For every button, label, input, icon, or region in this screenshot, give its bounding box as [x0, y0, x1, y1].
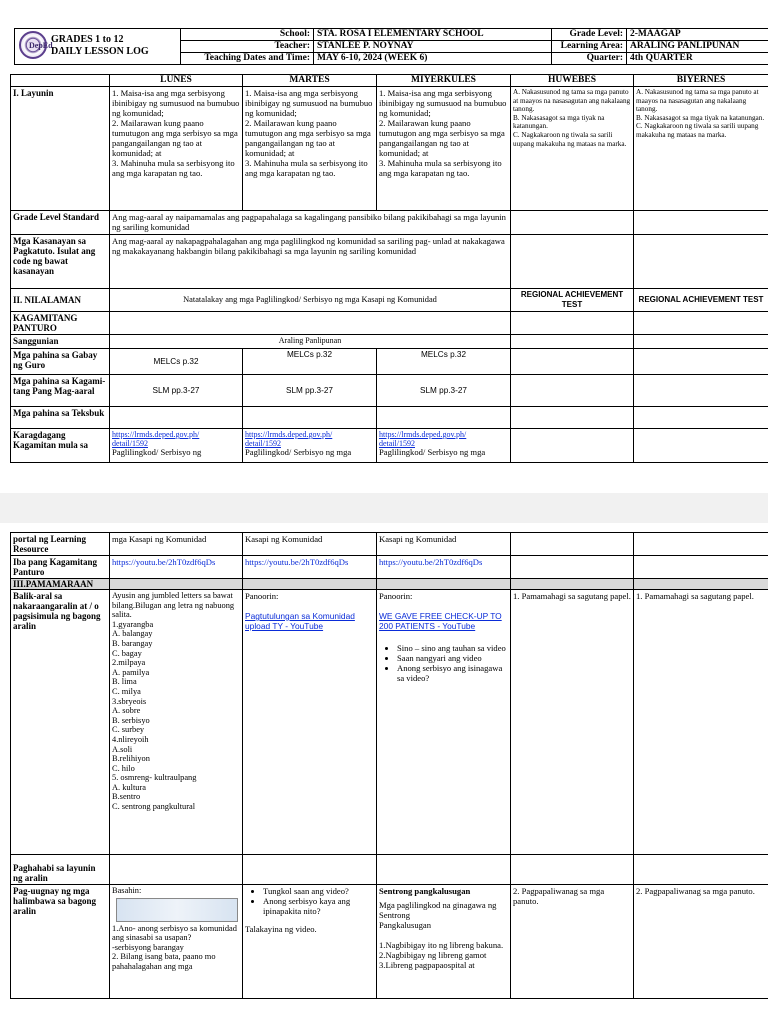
teksbuk-lunes	[110, 407, 243, 429]
portal-miyerkules: Kasapi ng Komunidad	[377, 533, 511, 556]
regional-huwebes: REGIONAL ACHIEVEMENT TEST	[511, 289, 634, 312]
dialogue-image	[116, 898, 238, 922]
layunin-miyerkules: 1. Maisa-isa ang mga serbisyong ibinibigay ng sumusuod na bumubuo ng komunidad; 2. Mailarawan kung paano tumutugon ang mga serbisyo sa mga pangangailangan ng tao at komunidad; at 3. Mahinuha mula sa serbisyong ito ang mga karapatan ng tao.	[377, 87, 511, 211]
teksbuk-miyerkules	[377, 407, 511, 429]
balik-martes	[243, 590, 377, 855]
gabay-biyernes	[634, 349, 768, 375]
paguugnay-huwebes: 2. Pagpapaliwanag sa mga panuto.	[511, 885, 634, 999]
youtube-miyerkules[interactable]: https://youtu.be/2hT0zdf6qDs	[377, 556, 511, 579]
page-gap	[0, 493, 768, 523]
balik-huwebes: 1. Pamamahagi sa sagutang papel.	[511, 590, 634, 855]
kagamitang-lunes: SLM pp.3-27	[110, 375, 243, 407]
balik-biyernes: 1. Pamamahagi sa sagutang papel.	[634, 590, 768, 855]
video-link-martes[interactable]: Pagtutulungan sa Komunidad upload TY - YouTube	[245, 611, 355, 631]
area-value: ARALING PANLIPUNAN	[627, 41, 768, 53]
day-header-miyerkules: MIYERKULES	[377, 75, 511, 87]
karagdagang-martes	[243, 429, 377, 463]
layunin-lunes: 1. Maisa-isa ang mga serbisyong ibinibigay ng sumusuod na bumubuo ng komunidad; 2. Mailarawan kung paano tumutugon ang mga serbisyo sa mga pangangailangan ng tao at komunidad; at 3. Mahinuha mula sa serbisyong ito ang mga karapatan ng tao.	[110, 87, 243, 211]
lesson-table-page-2	[10, 532, 768, 999]
paghahabi-biyernes	[634, 855, 768, 885]
portal-biyernes	[634, 533, 768, 556]
sanggunian-huwebes	[511, 335, 634, 349]
kagamitan-biyernes	[634, 312, 768, 335]
teksbuk-label: Mga pahina sa Teksbuk	[11, 407, 110, 429]
lrmds-detail-martes[interactable]: detail/1592	[245, 439, 281, 448]
dates-value: MAY 6-10, 2024 (WEEK 6)	[314, 53, 552, 65]
pamamaraan-label: III.PAMAMARAAN	[11, 579, 110, 590]
panoorin-martes: Panoorin:	[245, 591, 279, 601]
sanggunian-text: Araling Panlipunan	[110, 335, 511, 349]
kagamitan-empty	[110, 312, 511, 335]
pamamaraan-band-1	[110, 579, 243, 590]
paglilingkod-martes: Paglilingkod/ Serbisyo ng mga	[245, 447, 352, 457]
pamamaraan-band-3	[377, 579, 511, 590]
teksbuk-huwebes	[511, 407, 634, 429]
kasanayan-huwebes	[511, 235, 634, 289]
header-table	[14, 28, 768, 65]
kagamitang-martes: SLM pp.3-27	[243, 375, 377, 407]
iba-huwebes	[511, 556, 634, 579]
nilalaman-label: II. NILALAMAN	[11, 289, 110, 312]
balik-label: Balik-aral sa nakaraangaralin at / o pagsisimula ng bagong aralin	[11, 590, 110, 855]
lrmds-detail-lunes[interactable]: detail/1592	[112, 439, 148, 448]
nilalaman-text: Natatalakay ang mga Paglilingkod/ Serbisyo ng mga Kasapi ng Komunidad	[110, 289, 511, 312]
youtube-martes[interactable]: https://youtu.be/2hT0zdf6qDs	[243, 556, 377, 579]
paghahabi-label: Paghahabi sa layunin ng aralin	[11, 855, 110, 885]
header-title-cell	[15, 29, 181, 65]
layunin-huwebes-a: A. Nakasusunod ng tama sa mga panuto at maayos na nasasagutan ang nakalaang tanong.	[513, 88, 631, 114]
gabay-martes: MELCs p.32	[243, 349, 377, 375]
paguugnay-martes	[243, 885, 377, 999]
grade-label: Grade Level:	[552, 29, 627, 41]
lrmds-link-lunes[interactable]: https://lrmds.deped.gov.ph/	[112, 430, 200, 439]
talakayin-text: Talakayina ng video.	[245, 924, 317, 934]
youtube-lunes[interactable]: https://youtu.be/2hT0zdf6qDs	[110, 556, 243, 579]
kagamitan-label: KAGAMITANG PANTURO	[11, 312, 110, 335]
portal-label: portal ng Learning Resource	[11, 533, 110, 556]
martes-question-1: • Tungkol saan ang video?	[263, 886, 374, 896]
dates-label: Teaching Dates and Time:	[181, 53, 314, 65]
area-label: Learning Area:	[552, 41, 627, 53]
pamamaraan-band-2	[243, 579, 377, 590]
karagdagang-huwebes	[511, 429, 634, 463]
paglilingkod-lunes: Paglilingkod/ Serbisyo ng	[112, 447, 202, 457]
gabay-lunes: MELCs p.32	[110, 349, 243, 375]
day-header-huwebes: HUWEBES	[511, 75, 634, 87]
grade-value: 2-MAAGAP	[627, 29, 768, 41]
kagamitan-huwebes	[511, 312, 634, 335]
quarter-label: Quarter:	[552, 53, 627, 65]
lrmds-detail-miyerkules[interactable]: detail/1592	[379, 439, 415, 448]
teksbuk-martes	[243, 407, 377, 429]
gabay-label: Mga pahina sa Gabay ng Guro	[11, 349, 110, 375]
school-label: School:	[181, 29, 314, 41]
martes-question-2: • Anong serbisyo kaya ang ipinapakita nito?	[263, 896, 374, 916]
paghahabi-martes	[243, 855, 377, 885]
lrmds-link-miyerkules[interactable]: https://lrmds.deped.gov.ph/	[379, 430, 467, 439]
portal-huwebes	[511, 533, 634, 556]
video-link-miyerkules[interactable]: WE GAVE FREE CHECK-UP TO 200 PATIENTS - YouTube	[379, 611, 502, 631]
kasanayan-biyernes	[634, 235, 768, 289]
standard-label: Grade Level Standard	[11, 211, 110, 235]
karagdagang-biyernes	[634, 429, 768, 463]
pamamaraan-band-4	[511, 579, 634, 590]
miyerkules-question-1: • Sino – sino ang tauhan sa video	[397, 643, 508, 653]
balik-miyerkules	[377, 590, 511, 855]
day-header-lunes: LUNES	[110, 75, 243, 87]
iba-biyernes	[634, 556, 768, 579]
standard-text: Ang mag-aaral ay naipamamalas ang pagpapahalaga sa kagalingang pansibiko bilang pakikibahagi sa mga layunin ng sariling komunidad	[110, 211, 511, 235]
panoorin-miyerkules: Panoorin:	[379, 591, 413, 601]
deped-seal-icon: DepEd	[19, 31, 47, 59]
layunin-label: I. Layunin	[11, 87, 110, 211]
paguugnay-lunes	[110, 885, 243, 999]
paglilingkod-miyerkules: Paglilingkod/ Serbisyo ng mga	[379, 447, 486, 457]
karagdagang-miyerkules	[377, 429, 511, 463]
layunin-huwebes-b: B. Nakasasagot sa mga tiyak na katanungan.	[513, 113, 605, 131]
regional-biyernes: REGIONAL ACHIEVEMENT TEST	[634, 289, 768, 312]
martes-questions	[245, 886, 374, 916]
teksbuk-biyernes	[634, 407, 768, 429]
day-header-biyernes: BIYERNES	[634, 75, 768, 87]
layunin-biyernes-a: A. Nakasusunod ng tama sa mga panuto at maayos na nasasagutan ang nakalaang tanong.	[636, 88, 759, 114]
sanggunian-label: Sanggunian	[11, 335, 110, 349]
miyerkules-question-2: • Saan nangyari ang video	[397, 653, 508, 663]
title-line-2: DAILY LESSON LOG	[51, 46, 149, 57]
layunin-biyernes-c: C. Nagkakaroon ng tiwala sa sarili uupang makakuha ng mataas na marka.	[636, 122, 759, 139]
page-1	[0, 0, 768, 493]
lunes-questions: 1.Ano- anong serbisyo sa komunidad ang sinasabi sa usapan? -serbisyong barangay 2. Bilang isang bata, paano mo pahahalagahan ang mga	[112, 923, 237, 971]
standard-huwebes	[511, 211, 634, 235]
standard-biyernes	[634, 211, 768, 235]
lrmds-link-martes[interactable]: https://lrmds.deped.gov.ph/	[245, 430, 333, 439]
portal-lunes: mga Kasapi ng Komunidad	[110, 533, 243, 556]
kasanayan-text: Ang mag-aaral ay nakapagpahalagahan ang mga paglilingkod ng komunidad sa sariling pag- unlad at nakakagawa ng makakayanang hakbangin bilang pakikibahagi sa mga layunin ng sariling komunidad	[110, 235, 511, 289]
miyerkules-questions	[379, 643, 508, 683]
school-value: STA. ROSA I ELEMENTARY SCHOOL	[314, 29, 552, 41]
corner-cell	[11, 75, 110, 87]
karagdagang-label: Karagdagang Kagamitan mula sa	[11, 429, 110, 463]
layunin-huwebes-c: C. Nagkakaroon ng tiwala sa sarili uupang makakuha ng mataas na marka.	[513, 130, 627, 148]
title-line-1: GRADES 1 to 12	[51, 34, 124, 45]
karagdagang-lunes	[110, 429, 243, 463]
kasanayan-label: Mga Kasanayan sa Pagkatuto. Isulat ang code ng bawat kasanayan	[11, 235, 110, 289]
kagamitang-miyerkules: SLM pp.3-27	[377, 375, 511, 407]
layunin-huwebes	[511, 87, 634, 211]
paghahabi-huwebes	[511, 855, 634, 885]
sentrong-text: Mga paglilingkod na ginagawa ng Sentrong Pangkalusugan 1.Nagbibigay ito ng libreng bakuna. 2.Nagbibigay ng libreng gamot 3.Libreng pagpapaospital at	[379, 900, 504, 970]
layunin-biyernes-b: B. Nakasasagot sa mga tiyak na katanungan.	[636, 113, 765, 122]
paghahabi-miyerkules	[377, 855, 511, 885]
gabay-miyerkules: MELCs p.32	[377, 349, 511, 375]
miyerkules-question-3: • Anong serbisyo ang isinagawa sa video?	[397, 663, 508, 683]
paguugnay-biyernes: 2. Pagpapaliwanag sa mga panuto.	[634, 885, 768, 999]
sanggunian-biyernes	[634, 335, 768, 349]
lesson-table-page-1	[10, 74, 768, 463]
kagamitang-huwebes	[511, 375, 634, 407]
kagamitang-biyernes	[634, 375, 768, 407]
quarter-value: 4th QUARTER	[627, 53, 768, 65]
portal-martes: Kasapi ng Komunidad	[243, 533, 377, 556]
pamamaraan-band-5	[634, 579, 768, 590]
teacher-label: Teacher:	[181, 41, 314, 53]
sentrong-title: Sentrong pangkalusugan	[379, 886, 471, 896]
kagamitang-label: Mga pahina sa Kagami-tang Pang Mag-aaral	[11, 375, 110, 407]
paghahabi-lunes	[110, 855, 243, 885]
paguugnay-miyerkules	[377, 885, 511, 999]
layunin-biyernes	[634, 87, 768, 211]
iba-label: Iba pang Kagamitang Panturo	[11, 556, 110, 579]
layunin-martes: 1. Maisa-isa ang mga serbisyong ibinibigay ng sumusuod na bumubuo ng komunidad; 2. Mailarawan kung paano tumutugon ang mga serbisyo sa mga pangangailangan ng tao at komunidad; at 3. Mahinuha mula sa serbisyong ito ang mga karapatan ng tao.	[243, 87, 377, 211]
paguugnay-label: Pag-uugnay ng mga halimbawa sa bagong aralin	[11, 885, 110, 999]
basahin-label: Basahin:	[112, 886, 142, 895]
balik-lunes: Ayusin ang jumbled letters sa bawat bilang.Bilugan ang letra ng nabuong salita. 1.gyarangba A. balangay B. barangay C. bagay 2.milpaya A. pamilya B. lima C. milya 3.sbryeois A. sobre B. serbisyo C. surbey 4.nlireyoih A.soli B.relihiyon C. hilo 5. osmreng- kultraulpang A. kultura B.sentro C. sentrong pangkultural	[110, 590, 243, 855]
day-header-martes: MARTES	[243, 75, 377, 87]
teacher-value: STANLEE P. NOYNAY	[314, 41, 552, 53]
gabay-huwebes	[511, 349, 634, 375]
